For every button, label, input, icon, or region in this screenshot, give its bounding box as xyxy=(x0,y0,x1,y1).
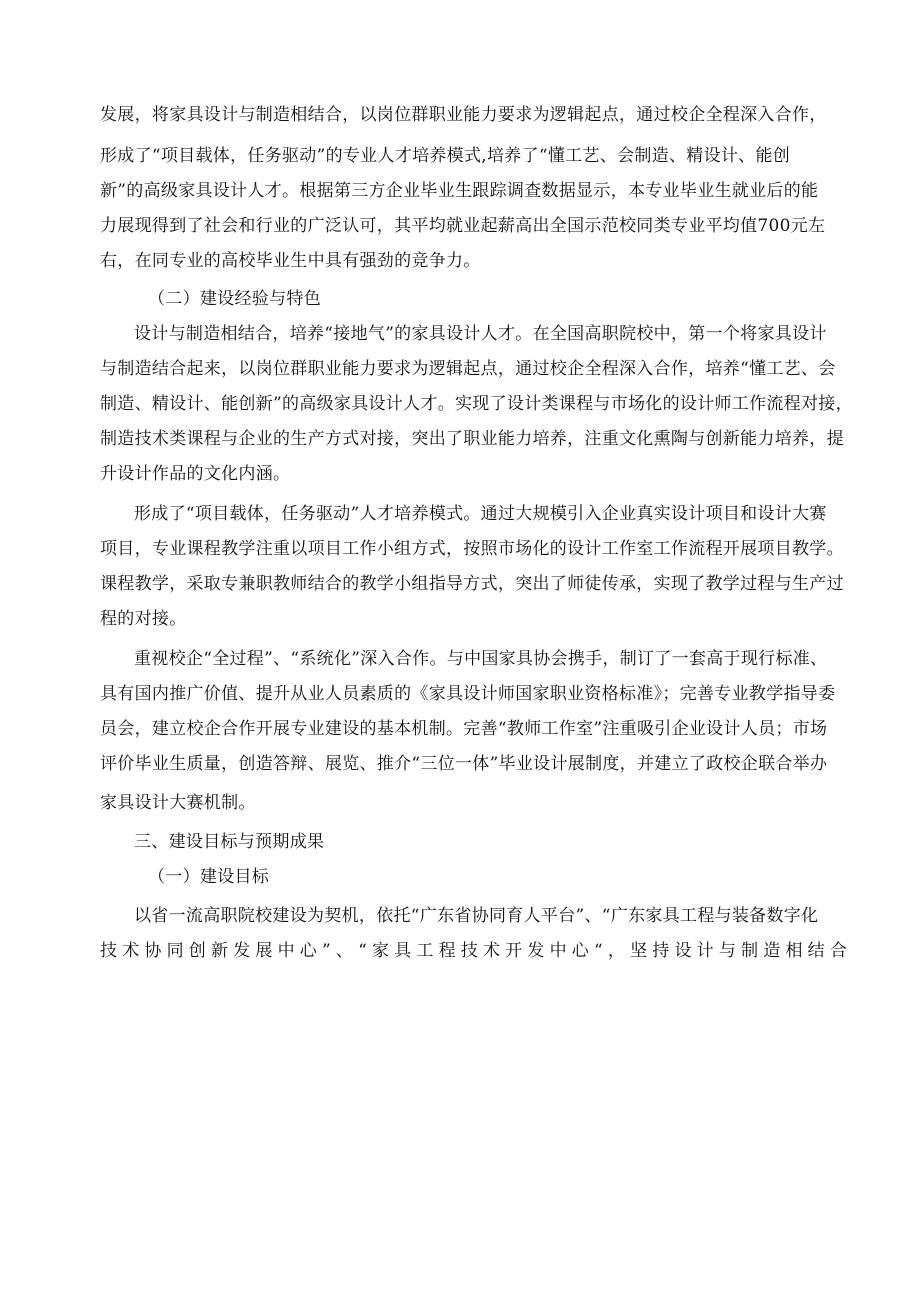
paragraph-line: 与制造结合起来，以岗位群职业能力要求为逻辑起点，通过校企全程深入合作，培养“懂工艺、会 xyxy=(100,359,836,379)
paragraph-line: 发展，将家具设计与制造相结合，以岗位群职业能力要求为逻辑起点，通过校企全程深入合作， xyxy=(100,105,827,125)
paragraph-line: 以省一流高职院校建设为契机，依托“广东省协同育人平台”、“广东家具工程与装备数字化 xyxy=(134,906,819,926)
paragraph-line: 项目，专业课程教学注重以项目工作小组方式，按照市场化的设计工作室工作流程开展项目教学。 xyxy=(100,539,844,559)
paragraph-line: 新”的高级家具设计人才。根据第三方企业毕业生跟踪调查数据显示，本专业毕业生就业后的能 xyxy=(100,181,819,201)
paragraph-line: 具有国内推广价值、提升从业人员素质的《家具设计师国家职业资格标准》；完善专业教学指导委 xyxy=(100,684,836,704)
paragraph-line: 升设计作品的文化内涵。 xyxy=(100,464,291,484)
paragraph-line: 形成了“项目载体，任务驱动”的专业人才培养模式,培养了“懂工艺、会制造、精设计、能创 xyxy=(100,146,791,166)
section-heading: （一）建设目标 xyxy=(148,867,270,887)
paragraph-line: 员会，建立校企合作开展专业建设的基本机制。完善“教师工作室”注重吸引企业设计人员；市场 xyxy=(100,719,828,739)
paragraph-line: 课程教学，采取专兼职教师结合的教学小组指导方式，突出了师徒传承，实现了教学过程与生产过 xyxy=(100,574,844,594)
paragraph-line: 程的对接。 xyxy=(100,609,187,629)
chapter-heading: 三、建设目标与预期成果 xyxy=(134,832,325,852)
paragraph-line: 右，在同专业的高校毕业生中具有强劲的竞争力。 xyxy=(100,251,481,271)
paragraph-line: 技术协同创新发展中心”、“家具工程技术开发中心“，坚持设计与制造相结合 xyxy=(100,941,853,961)
paragraph-line: 设计与制造相结合，培养“接地气”的家具设计人才。在全国高职院校中，第一个将家具设计 xyxy=(134,324,827,344)
paragraph-line: 力展现得到了社会和行业的广泛认可，其平均就业起薪高出全国示范校同类专业平均值700元左 xyxy=(100,216,826,236)
section-heading: （二）建设经验与特色 xyxy=(148,289,321,309)
paragraph-line: 评价毕业生质量，创造答辩、展览、推介“三位一体”毕业设计展制度，并建立了政校企联合举办 xyxy=(100,754,828,774)
paragraph-line: 制造、精设计、能创新”的高级家具设计人才。实现了设计类课程与市场化的设计师工作流程对接， xyxy=(100,394,853,414)
paragraph-line: 家具设计大赛机制。 xyxy=(100,793,256,813)
paragraph-line: 制造技术类课程与企业的生产方式对接，突出了职业能力培养，注重文化熏陶与创新能力培养，提 xyxy=(100,429,844,449)
paragraph-line: 重视校企“全过程”、“系统化”深入合作。与中国家具协会携手，制订了一套高于现行标准、 xyxy=(134,649,828,669)
paragraph-line: 形成了“项目载体，任务驱动”人才培养模式。通过大规模引入企业真实设计项目和设计大赛 xyxy=(134,504,827,524)
